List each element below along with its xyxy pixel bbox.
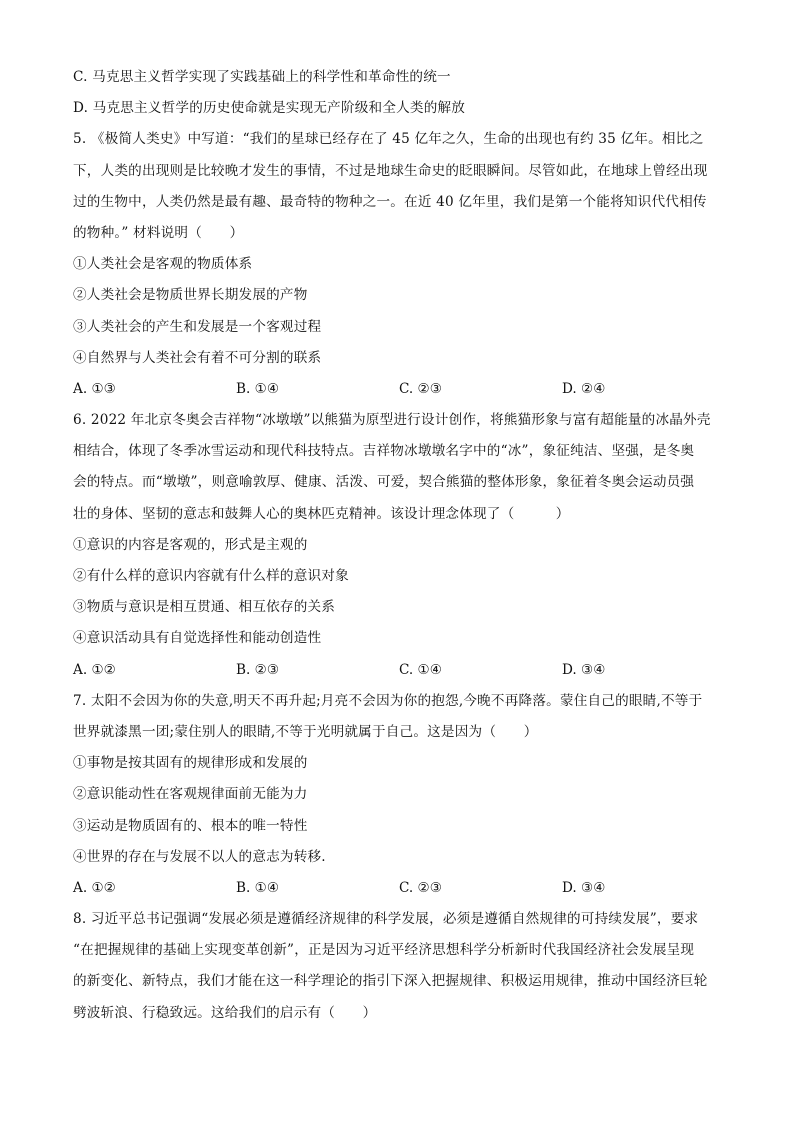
q6-stem-line: 会的特点。而“墩墩”，则意喻敦厚、健康、活泼、可爱，契合熊猫的整体形象，象征着冬奥会运动员强 xyxy=(73,474,695,491)
question-5 xyxy=(73,124,733,405)
exam-page xyxy=(73,62,733,1029)
q8-stem-line: 8. 习近平总书记强调“发展必须是遵循经济规律的科学发展，必须是遵循自然规律的可持续发展”，要求 xyxy=(73,911,699,928)
q6-option-a: A. ①② xyxy=(73,661,116,678)
question-7 xyxy=(73,686,733,904)
q6-stem-line: 6. 2022 年北京冬奥会吉祥物“冰墩墩”以熊猫为原型进行设计创作，将熊猫形象与富有超能量的冰晶外壳 xyxy=(73,412,711,429)
q6-option-c: C. ①④ xyxy=(399,661,442,678)
option-line-d: D. 马克思主义哲学的历史使命就是实现无产阶级和全人类的解放 xyxy=(73,100,466,117)
q6-item-4: ④意识活动具有自觉选择性和能动创造性 xyxy=(73,630,322,647)
q5-stem-line: 下，人类的出现则是比较晚才发生的事情，不过是地球生命史的眨眼瞬间。尽管如此，在地球上曾经出现 xyxy=(73,162,708,179)
q5-item-4: ④自然界与人类社会有着不可分割的联系 xyxy=(73,349,322,366)
q7-item-4: ④世界的存在与发展不以人的意志为转移. xyxy=(73,848,326,865)
q6-options xyxy=(73,655,733,686)
q5-item-3: ③人类社会的产生和发展是一个客观过程 xyxy=(73,318,322,335)
q5-option-b: B. ①④ xyxy=(236,380,280,397)
q6-item-3: ③物质与意识是相互贯通、相互依存的关系 xyxy=(73,599,336,616)
q5-option-c: C. ②③ xyxy=(399,380,442,397)
q6-item-1: ①意识的内容是客观的，形式是主观的 xyxy=(73,536,308,553)
q5-stem-line: 过的生物中，人类仍然是最有趣、最奇特的物种之一。在近 40 亿年里，我们是第一个能将知识代代相传 xyxy=(73,193,707,210)
q7-stem-line: 7. 太阳不会因为你的失意,明天不再升起;月亮不会因为你的抱怨,今晚不再降落。蒙住自己的眼睛,不等于 xyxy=(73,692,703,709)
q8-stem-line: 劈波斩浪、行稳致远。这给我们的启示有（ ） xyxy=(73,1004,377,1021)
q8-stem-line: “在把握规律的基础上实现变革创新”，正是因为习近平经济思想科学分析新时代我国经济社会发展呈现 xyxy=(73,942,695,959)
q7-option-d: D. ③④ xyxy=(562,879,606,896)
q5-options xyxy=(73,374,733,405)
q8-stem-line: 的新变化、新特点，我们才能在这一科学理论的指引下深入把握规律、积极运用规律，推动中国经济巨轮 xyxy=(73,973,708,990)
q5-item-2: ②人类社会是物质世界长期发展的产物 xyxy=(73,287,308,304)
q6-stem-line: 相结合，体现了冬季冰雪运动和现代科技特点。吉祥物冰墩墩名字中的“冰”，象征纯洁、坚强，是冬奥 xyxy=(73,443,695,460)
q7-option-a: A. ①② xyxy=(73,879,116,896)
q6-option-d: D. ③④ xyxy=(562,661,606,678)
q7-item-2: ②意识能动性在客观规律面前无能为力 xyxy=(73,786,308,803)
option-line-c: C. 马克思主义哲学实现了实践基础上的科学性和革命性的统一 xyxy=(73,69,451,85)
q5-item-1: ①人类社会是客观的物质体系 xyxy=(73,256,253,273)
q5-stem-line: 5. 《极简人类史》中写道：“我们的星球已经存在了 45 亿年之久，生命的出现也有约 35 亿年。相比之 xyxy=(73,131,704,148)
q6-option-b: B. ②③ xyxy=(236,661,280,678)
q5-option-d: D. ②④ xyxy=(562,380,606,397)
q6-stem-line: 壮的身体、坚韧的意志和鼓舞人心的奥林匹克精神。该设计理念体现了（ ） xyxy=(73,505,570,522)
q5-option-a: A. ①③ xyxy=(73,380,116,397)
q7-options xyxy=(73,873,733,904)
q7-option-c: C. ②③ xyxy=(399,879,442,896)
q6-item-2: ②有什么样的意识内容就有什么样的意识对象 xyxy=(73,568,349,584)
question-6 xyxy=(73,405,733,686)
question-8 xyxy=(73,904,733,1029)
q7-stem-line: 世界就漆黑一团;蒙住别人的眼睛,不等于光明就属于自己。这是因为（ ） xyxy=(73,723,538,740)
q7-item-1: ①事物是按其固有的规律形成和发展的 xyxy=(73,755,308,772)
q5-stem-line: 的物种。” 材料说明（ ） xyxy=(73,224,244,241)
q7-item-3: ③运动是物质固有的、根本的唯一特性 xyxy=(73,817,308,834)
q7-option-b: B. ①④ xyxy=(236,879,280,896)
